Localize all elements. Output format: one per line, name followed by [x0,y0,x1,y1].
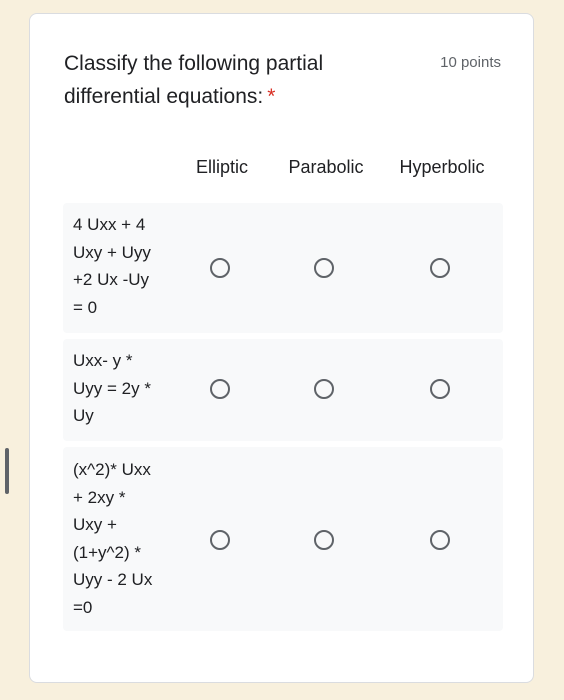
grid-row [63,203,503,333]
radio-row1-parabolic[interactable] [314,258,334,278]
radio-row1-hyperbolic[interactable] [430,258,450,278]
column-header-parabolic: Parabolic [288,157,364,177]
question-title-text: Classify the following partial differential equations: [64,52,324,108]
column-header-elliptic: Elliptic [195,157,249,177]
row-label: (x^2)* Uxx + 2xy * Uxy + (1+y^2) * Uyy - 2 Ux =0 [73,460,153,617]
question-card [29,13,534,683]
radio-row2-hyperbolic[interactable] [430,379,450,399]
row-label: 4 Uxx + 4 Uxy + Uyy +2 Ux -Uy = 0 [73,215,151,317]
radio-row2-elliptic[interactable] [210,379,230,399]
row-label: Uxx- y * Uyy = 2y * Uy [73,351,151,425]
required-asterisk: * [267,85,276,108]
question-title [64,47,364,113]
left-edge-handle [5,448,9,494]
radio-row3-elliptic[interactable] [210,530,230,550]
points-label: 10 points [440,54,501,71]
grid-row [63,339,503,441]
radio-row1-elliptic[interactable] [210,258,230,278]
radio-row3-parabolic[interactable] [314,530,334,550]
column-header-hyperbolic: Hyperbolic [399,157,485,177]
grid-row [63,447,503,631]
radio-row3-hyperbolic[interactable] [430,530,450,550]
radio-row2-parabolic[interactable] [314,379,334,399]
